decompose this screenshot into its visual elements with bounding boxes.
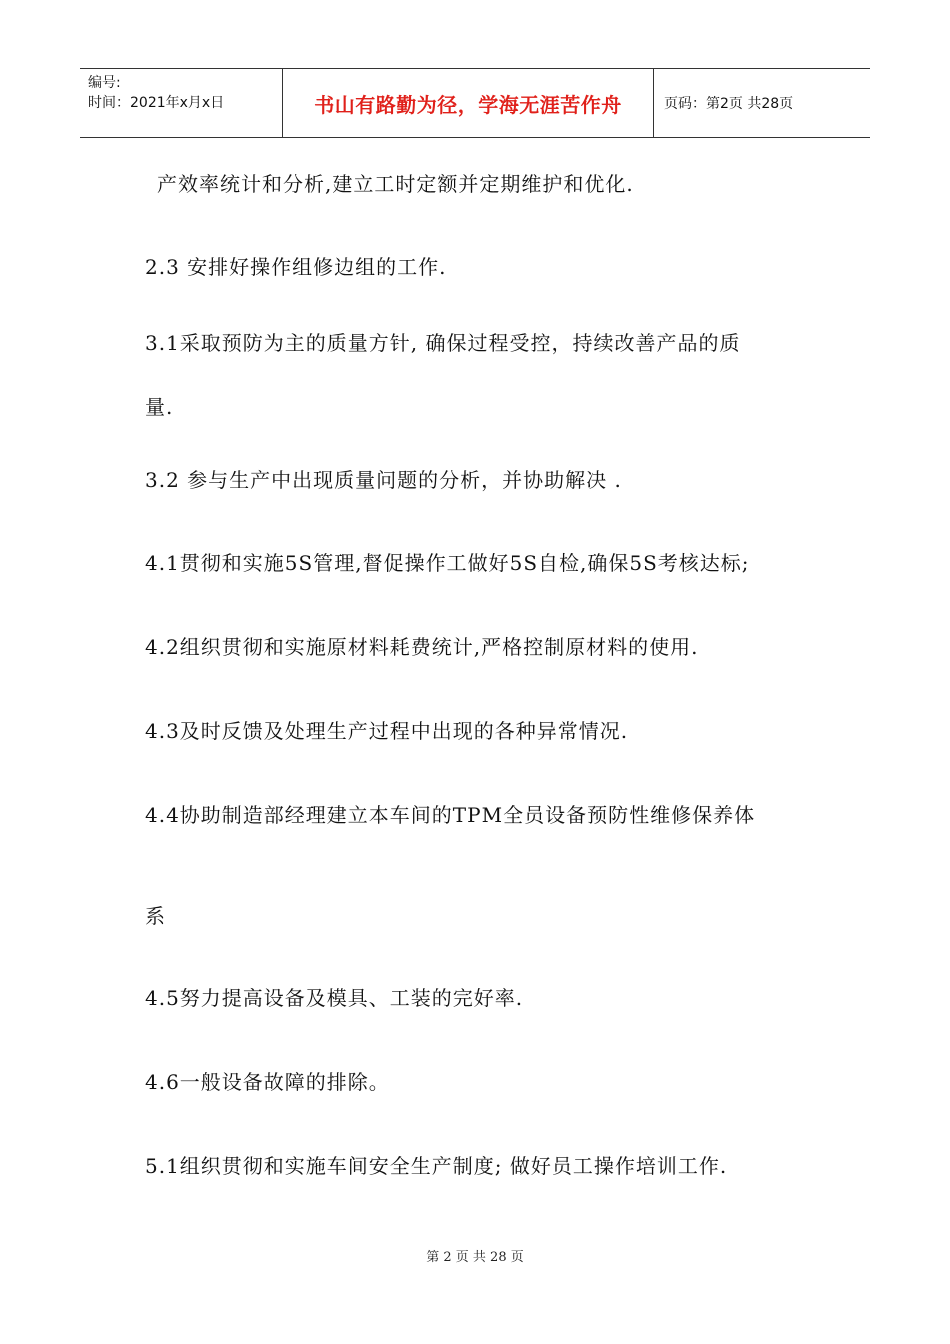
body-line: 2.3 安排好操作组修边组的工作.	[145, 255, 447, 279]
body-line: 4.1贯彻和实施5S管理,督促操作工做好5S自检,确保5S考核达标;	[145, 551, 750, 575]
body-line: 4.6一般设备故障的排除。	[145, 1070, 390, 1094]
body-line: 3.2 参与生产中出现质量问题的分析，并协助解决 .	[145, 468, 622, 492]
header-meta	[80, 69, 282, 137]
body-line: 4.3及时反馈及处理生产过程中出现的各种异常情况.	[145, 719, 629, 743]
footer-page-number: 第 2 页 共 28 页	[426, 1250, 524, 1265]
header-page-info: 页码：第2页 共28页	[664, 96, 794, 112]
body-line: 5.1组织贯彻和实施车间安全生产制度; 做好员工操作培训工作.	[145, 1154, 728, 1178]
header-motto: 书山有路勤为径，学海无涯苦作舟	[314, 92, 622, 117]
document-number-label: 编号:	[88, 75, 121, 91]
body-line: 3.1采取预防为主的质量方针, 确保过程受控，持续改善产品的质	[145, 331, 741, 355]
header-page-info-cell	[654, 69, 870, 137]
body-line: 4.4协助制造部经理建立本车间的TPM全员设备预防性维修保养体	[145, 803, 756, 827]
body-line: 产效率统计和分析,建立工时定额并定期维护和优化.	[157, 172, 634, 196]
body-line: 4.2组织贯彻和实施原材料耗费统计,严格控制原材料的使用.	[145, 635, 699, 659]
document-header	[80, 68, 870, 138]
page-footer	[0, 1246, 950, 1265]
document-time-label: 时间：2021年x月x日	[88, 95, 225, 111]
body-line: 系	[145, 904, 166, 928]
body-line: 4.5努力提高设备及模具、工装的完好率.	[145, 986, 524, 1010]
body-line: 量.	[145, 395, 174, 419]
header-motto-cell	[282, 69, 654, 137]
